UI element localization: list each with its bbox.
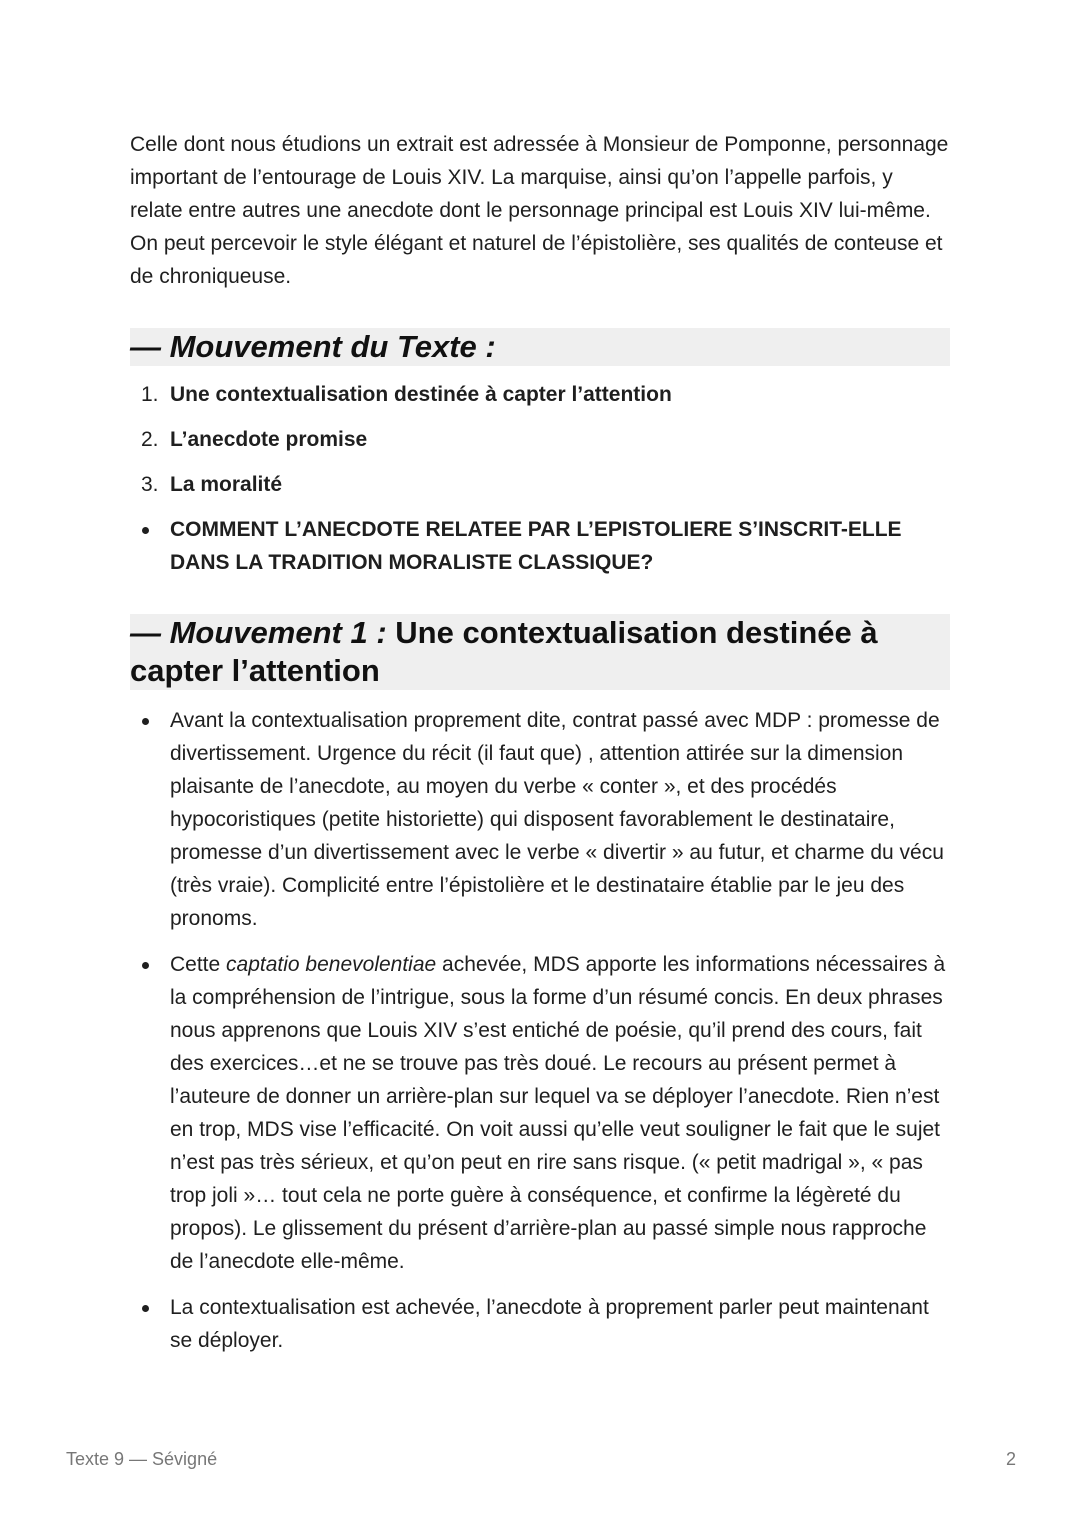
heading-prefix: — Mouvement 1 : [130,615,387,650]
list-number: 3. [141,473,159,496]
bullet-text-start: Cette [170,953,227,976]
heading-title: Une contextualisation destinée à capter l’attention [130,615,878,688]
list-number: 2. [141,428,159,451]
bullet-icon [142,527,149,534]
list-item [130,378,950,411]
bullet-icon [142,718,149,725]
problematique-item [130,513,950,579]
list-item-text: L’anecdote promise [170,428,368,451]
list-item [130,468,950,501]
bullet-text-rest: achevée, MDS apporte les informations nécessaires à la compréhension de l’intrigue, sous la forme d’un résumé concis. En deux phrases nous apprenons que Louis XIV s’est entiché de poésie, qu’il prend des cours, fait des exercices…et ne se trouve pas très doué. Le recours au présent permet à l’auteure de donner un arrière-plan sur lequel va se déployer l’anecdote. Rien n’est en trop, MDS vise l’efficacité. On voit aussi qu’elle veut souligner le fait que le sujet n’est pas très sérieux, et qu’on peut en rire sans risque. (« petit madrigal », « pas trop joli »… tout cela ne porte guère à conséquence, et confirme la légèreté du propos). Le glissement du présent d’arrière-plan au passé simple nous rapproche de l’anecdote elle-même. [170,953,946,1273]
bullet-icon [142,1305,149,1312]
bullet-text: La contextualisation est achevée, l’anecdote à proprement parler peut maintenant se déployer. [170,1296,929,1352]
document-body [130,128,950,1370]
bullet-icon [142,962,149,969]
problematique-list [130,513,950,579]
analysis-bullets [130,704,950,1357]
list-item [130,704,950,935]
list-number: 1. [141,383,159,406]
movements-list [130,378,950,501]
heading-mouvement-du-texte: — Mouvement du Texte : [130,328,950,366]
footer-title: Texte 9 — Sévigné [66,1449,218,1469]
page-number: 2 [1005,1449,1016,1469]
list-item [130,1291,950,1357]
intro-paragraph: Celle dont nous étudions un extrait est adressée à Monsieur de Pomponne, personnage important de l’entourage de Louis XIV. La marquise, ainsi qu’on l’appelle parfois, y relate entre autres une anecdote dont le personnage principal est Louis XIV lui-même. On peut percevoir le style élégant et naturel de l’épistolière, ses qualités de conteuse et de chroniqueuse. [130,133,949,288]
list-item [130,423,950,456]
list-item-text: La moralité [170,473,283,496]
heading-mouvement-1 [130,614,950,690]
bullet-text: Avant la contextualisation proprement dite, contrat passé avec MDP : promesse de divertissement. Urgence du récit (il faut que) , attention attirée sur la dimension plaisante de l’anecdote, au moyen du verbe « conter », et des procédés hypocoristiques (petite historiette) qui disposent favorablement le destinataire, promesse d’un divertissement avec le verbe « divertir » au futur, et charme du vécu (très vraie). Complicité entre l’épistolière et le destinataire établie par le jeu des pronoms. [170,709,944,930]
list-item-text: Une contextualisation destinée à capter l’attention [170,383,672,406]
list-item [130,948,950,1278]
bullet-text-italic: captatio benevolentiae [226,953,437,976]
problematique-text: COMMENT L’ANECDOTE RELATEE PAR L’EPISTOLIERE S’INSCRIT-ELLE DANS LA TRADITION MORALISTE CLASSIQUE? [170,518,902,574]
